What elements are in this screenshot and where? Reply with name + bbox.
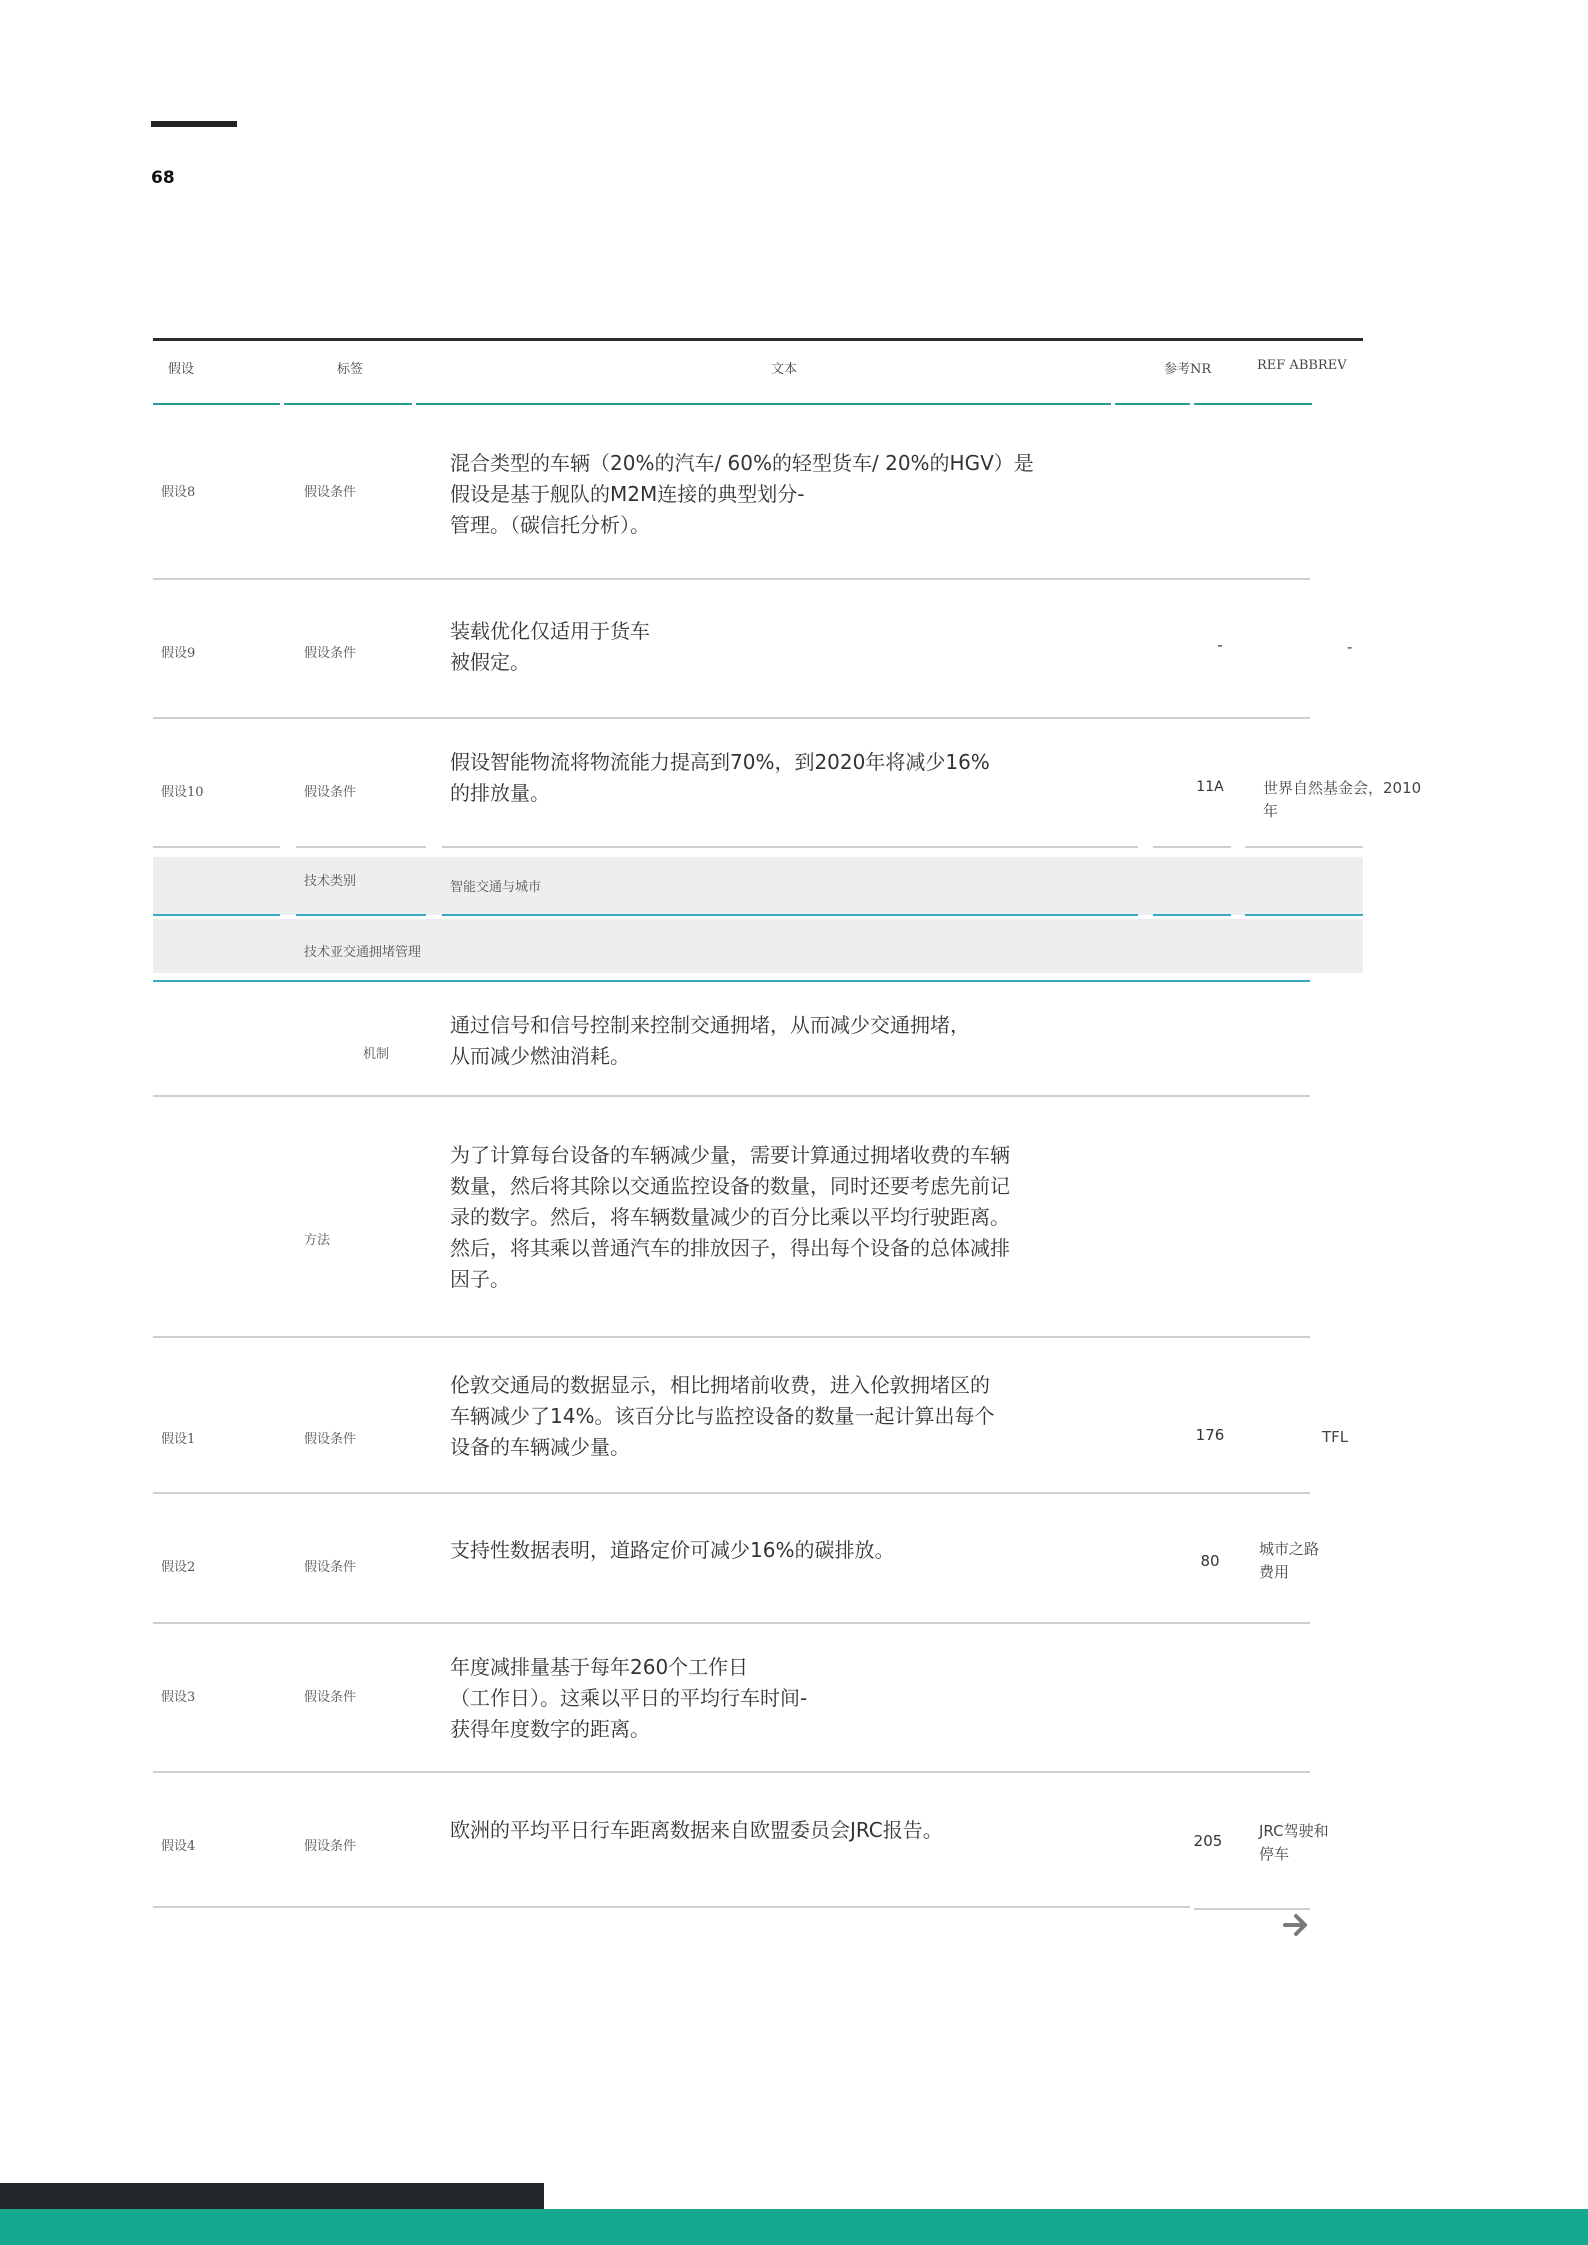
assumption-id: 假设10 — [161, 785, 204, 800]
arrow-right-icon[interactable] — [1283, 1912, 1311, 1942]
ref-abbrev: JRC驾驶和 停车 — [1259, 1822, 1329, 1863]
row-label: 假设条件 — [304, 485, 357, 500]
mechanism-label: 机制 — [363, 1047, 390, 1062]
footer-teal-bar — [0, 2209, 1588, 2245]
ref-abbrev: - — [1347, 638, 1353, 656]
ref-abbrev: 世界自然基金会，2010 年 — [1263, 779, 1422, 820]
assumption-id: 假设9 — [161, 646, 196, 661]
row-text: 伦敦交通局的数据显示，相比拥堵前收费，进入伦敦拥堵区的 车辆减少了14%。该百分比与监控设备的数量一起计算出每个 设备的车辆减少量。 — [450, 1373, 995, 1459]
row-label: 假设条件 — [304, 785, 357, 800]
row-label: 假设条件 — [304, 646, 357, 661]
row-label: 假设条件 — [304, 1432, 357, 1447]
category-label: 技术类别 — [304, 874, 357, 889]
header-ref-abbrev: REF ABBREV — [1257, 358, 1347, 373]
row-text: 欧洲的平均平日行车距离数据来自欧盟委员会JRC报告。 — [450, 1818, 943, 1842]
row-label: 假设条件 — [304, 1839, 357, 1854]
ref-nr: - — [1217, 636, 1223, 654]
ref-abbrev: 城市之路 费用 — [1259, 1540, 1320, 1581]
ref-nr: 176 — [1195, 1426, 1225, 1444]
mechanism-text: 通过信号和信号控制来控制交通拥堵，从而减少交通拥堵， 从而减少燃油消耗。 — [450, 1013, 970, 1068]
subcategory-label: 技术亚交通拥堵管理 — [304, 945, 422, 960]
method-label: 方法 — [304, 1233, 331, 1248]
top-rule — [151, 121, 237, 127]
row-text: 支持性数据表明，道路定价可减少16%的碳排放。 — [450, 1538, 895, 1562]
header-label: 标签 — [337, 362, 364, 377]
header-text: 文本 — [771, 362, 798, 377]
row-label: 假设条件 — [304, 1690, 357, 1705]
row-text: 假设智能物流将物流能力提高到70%，到2020年将减少16% 的排放量。 — [450, 750, 990, 805]
assumption-id: 假设3 — [161, 1690, 196, 1705]
row-text: 年度减排量基于每年260个工作日 （工作日）。这乘以平日的平均行车时间- 获得年度数字的距离。 — [450, 1655, 808, 1741]
assumption-id: 假设8 — [161, 485, 196, 500]
header-assumption: 假设 — [168, 362, 195, 377]
footer-dark-bar — [0, 2183, 544, 2209]
table-top-border — [153, 338, 1363, 341]
ref-nr: 11A — [1196, 779, 1224, 795]
ref-nr: 205 — [1193, 1832, 1223, 1850]
assumption-id: 假设2 — [161, 1560, 196, 1575]
method-text: 为了计算每台设备的车辆减少量，需要计算通过拥堵收费的车辆 数量，然后将其除以交通监控设备的数量，同时还要考虑先前记 录的数字。然后，将车辆数量减少的百分比乘以平均行驶距离。 然后，将其乘以普通汽车的排放因子，得出每个设备的总体减排 因子。 — [450, 1143, 1010, 1291]
header-ref-nr: 参考NR — [1164, 362, 1212, 377]
assumption-id: 假设1 — [161, 1432, 196, 1447]
row-text: 混合类型的车辆（20%的汽车/ 60%的轻型货车/ 20%的HGV）是 假设是基于舰队的M2M连接的典型划分- 管理。（碳信托分析）。 — [450, 451, 1034, 537]
row-text: 装载优化仅适用于货车 被假定。 — [450, 619, 650, 674]
category-value: 智能交通与城市 — [450, 880, 542, 895]
ref-nr: 80 — [1200, 1552, 1220, 1570]
row-label: 假设条件 — [304, 1560, 357, 1575]
ref-abbrev: TFL — [1322, 1428, 1349, 1446]
page-number: 68 — [151, 168, 175, 188]
assumption-id: 假设4 — [161, 1839, 196, 1854]
